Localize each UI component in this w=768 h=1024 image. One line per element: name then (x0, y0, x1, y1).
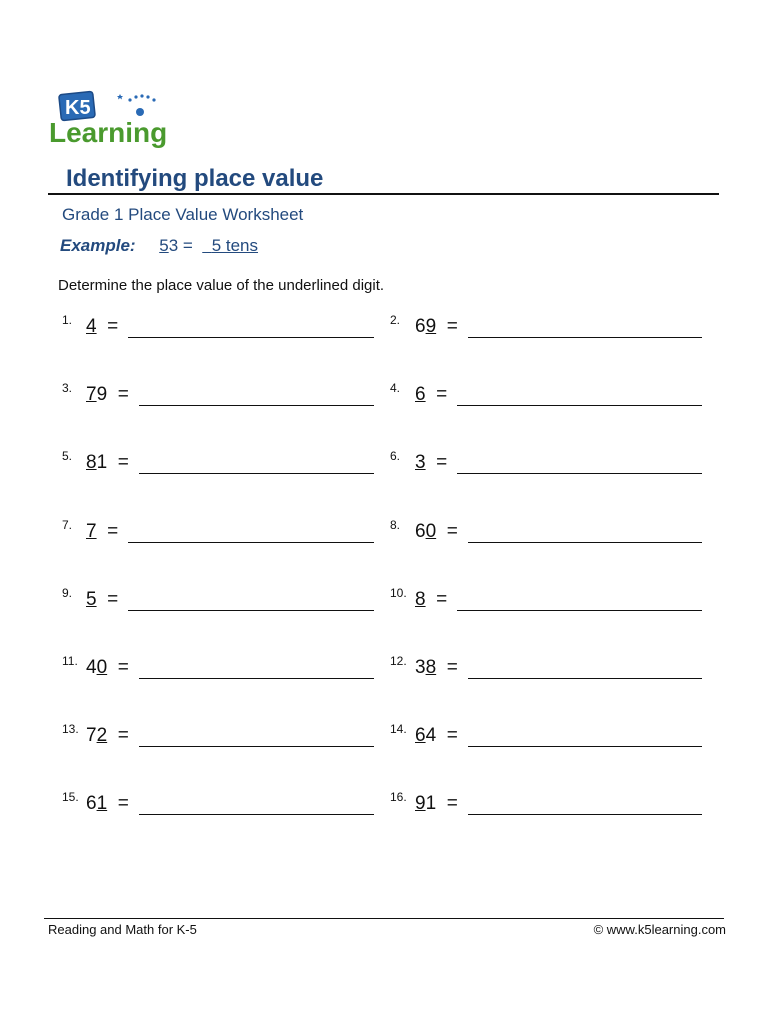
problem-expression: 60 = (415, 521, 458, 542)
example-label: Example: (60, 236, 136, 255)
answer-line[interactable] (457, 473, 702, 474)
problem-number: 11. (62, 654, 78, 668)
problem-expression: 8 = (415, 589, 448, 610)
page-subtitle: Grade 1 Place Value Worksheet (62, 205, 304, 224)
problem-4 (0, 381, 768, 411)
underlined-digit: 8 (415, 589, 426, 610)
problem-number: 3. (62, 381, 73, 395)
instructions: Determine the place value of the underlined digit. (58, 277, 385, 294)
problem-expression: 72 = (86, 725, 129, 746)
problem-expression: 4 = (86, 316, 119, 337)
problem-number: 13. (62, 722, 79, 736)
answer-line[interactable] (468, 746, 702, 747)
problem-number: 15. (62, 790, 79, 804)
underlined-digit: 5 (86, 589, 97, 610)
underlined-digit: 2 (96, 725, 108, 746)
problem-number: 8. (390, 518, 401, 532)
underlined-digit: 6 (415, 384, 426, 405)
underlined-digit: 9 (425, 316, 437, 337)
problem-expression: 5 = (86, 589, 119, 610)
underlined-digit: 6 (415, 725, 426, 746)
problem-expression: 40 = (86, 657, 129, 678)
problem-expression: 69 = (415, 316, 458, 337)
problem-number: 6. (390, 449, 401, 463)
answer-line[interactable] (468, 337, 702, 338)
problem-number: 10. (390, 586, 407, 600)
example-expression (159, 236, 193, 255)
problem-14 (0, 722, 768, 752)
problem-number: 4. (390, 381, 401, 395)
underlined-digit: 8 (425, 657, 437, 678)
problem-8 (0, 518, 768, 548)
underlined-digit: 7 (86, 384, 97, 405)
problem-expression: 91 = (415, 793, 458, 814)
answer-line[interactable] (468, 814, 702, 815)
problem-12 (0, 654, 768, 684)
problem-number: 14. (390, 722, 407, 736)
answer-line[interactable] (468, 542, 702, 543)
footer-copyright: © www.k5learning.com (593, 922, 726, 937)
example-answer (202, 236, 258, 255)
problem-expression: 61 = (86, 793, 129, 814)
page-title: Identifying place value (66, 165, 324, 192)
problem-expression: 6 = (415, 384, 448, 405)
problem-16 (0, 790, 768, 820)
underlined-digit: 8 (86, 452, 97, 473)
problem-expression: 81 = (86, 452, 129, 473)
example-expression-rest: 3 = (168, 236, 193, 255)
svg-text:Learning: Learning (49, 117, 168, 148)
underlined-digit: 4 (86, 316, 97, 337)
underlined-digit: 0 (96, 657, 108, 678)
problem-number: 1. (62, 313, 73, 327)
problem-number: 2. (390, 313, 401, 327)
underlined-digit: 0 (425, 521, 437, 542)
example-answer-text: 5 tens (211, 236, 259, 255)
problem-expression: 3 = (415, 452, 448, 473)
problem-expression: 79 = (86, 384, 129, 405)
underlined-digit: 7 (86, 521, 97, 542)
problem-number: 12. (390, 654, 407, 668)
underlined-digit: 3 (415, 452, 426, 473)
title-divider (48, 193, 719, 195)
example-line (60, 236, 258, 256)
problem-2 (0, 313, 768, 343)
underlined-digit: 9 (415, 793, 426, 814)
k5-learning-logo (48, 90, 188, 150)
problem-expression: 64 = (415, 725, 458, 746)
problem-number: 16. (390, 790, 407, 804)
answer-line[interactable] (457, 610, 702, 611)
answer-line[interactable] (457, 405, 702, 406)
svg-text:K5: K5 (65, 97, 91, 119)
answer-line[interactable] (468, 678, 702, 679)
problem-expression: 38 = (415, 657, 458, 678)
problem-number: 9. (62, 586, 73, 600)
problem-number: 5. (62, 449, 73, 463)
footer-tagline: Reading and Math for K-5 (48, 922, 197, 937)
footer-divider (44, 918, 724, 919)
problem-expression: 7 = (86, 521, 119, 542)
example-underlined-digit: 5 (159, 236, 169, 255)
underlined-digit: 1 (96, 793, 108, 814)
problem-10 (0, 586, 768, 616)
problem-6 (0, 449, 768, 479)
problem-number: 7. (62, 518, 73, 532)
